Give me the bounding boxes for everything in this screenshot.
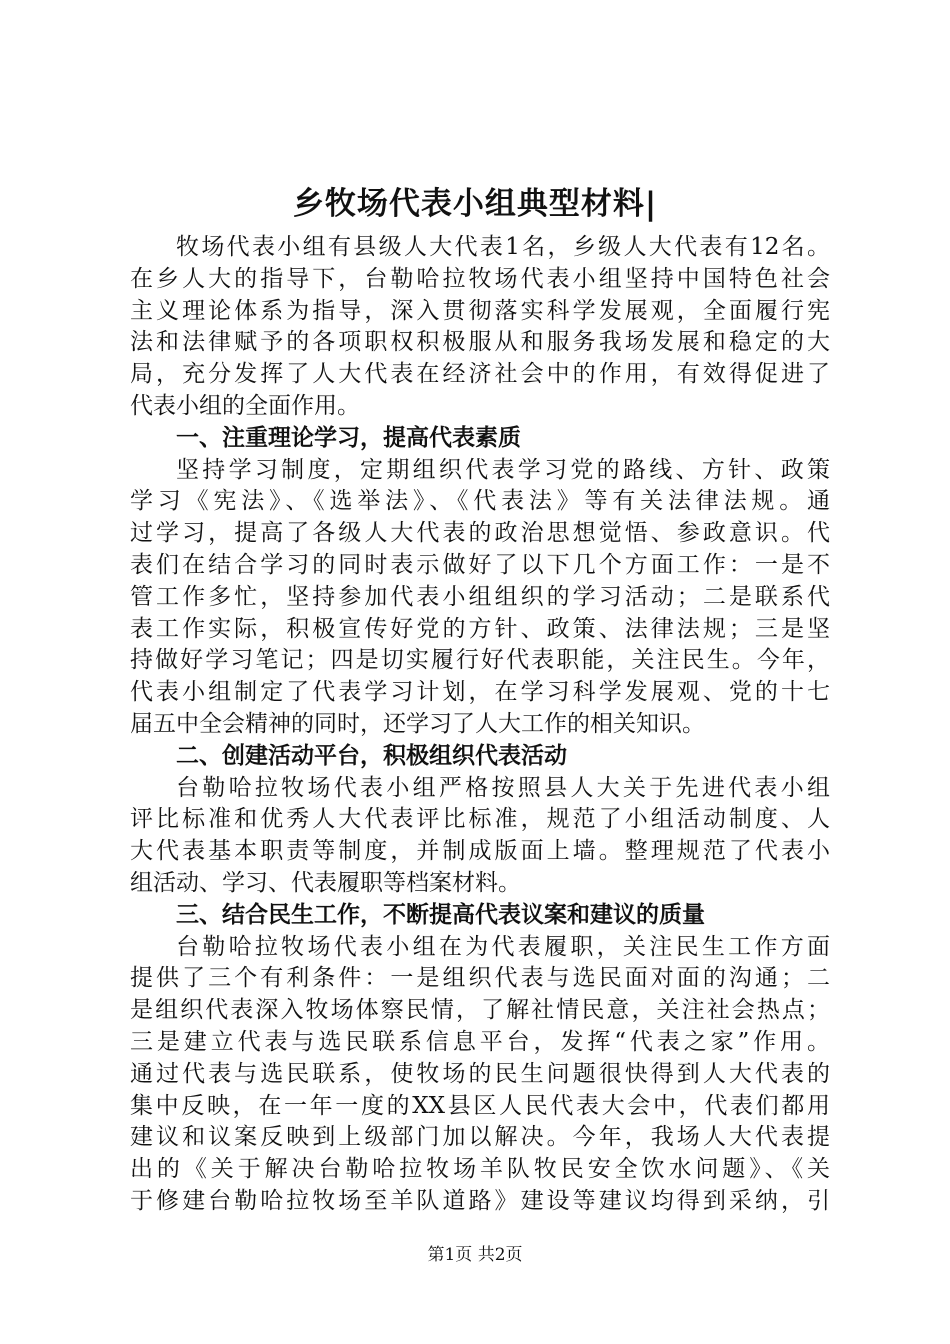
paragraph-1-line: 法和法律赋予的各项职权积极服从和服务我场发展和稳定的大	[130, 329, 830, 356]
paragraph-4-line: 通过代表与选民联系，使牧场的民生问题很快得到人大代表的	[130, 1060, 830, 1087]
document-body	[130, 232, 830, 1218]
paragraph-2-line: 管工作多忙，坚持参加代表小组组织的学习活动；二是联系代	[130, 583, 830, 610]
paragraph-4-line: 提供了三个有利条件：一是组织代表与选民面对面的沟通；二	[130, 965, 830, 992]
paragraph-3-line: 组活动、学习、代表履职等档案材料。	[130, 869, 521, 896]
paragraph-2-line: 表工作实际，积极宣传好党的方针、政策、法律法规；三是坚	[130, 615, 830, 642]
paragraph-3-line: 大代表基本职责等制度，并制成版面上墙。整理规范了代表小	[130, 838, 830, 865]
paragraph-2-line: 学习《宪法》、《选举法》、《代表法》等有关法律法规。通	[130, 488, 830, 515]
paragraph-1-line: 主义理论体系为指导，深入贯彻落实科学发展观，全面履行宪	[130, 297, 830, 324]
document-title: 乡牧场代表小组典型材料|	[292, 186, 658, 222]
paragraph-2-line: 坚持学习制度，定期组织代表学习党的路线、方针、政策	[176, 456, 830, 483]
section-heading-3: 三、结合民生工作，不断提高代表议案和建议的质量	[176, 901, 705, 928]
paragraph-4-line: 是组织代表深入牧场体察民情，了解社情民意，关注社会热点；	[130, 997, 830, 1024]
paragraph-2-line: 持做好学习笔记；四是切实履行好代表职能，关注民生。今年，	[130, 647, 830, 674]
paragraph-1-line: 代表小组的全面作用。	[130, 392, 360, 419]
paragraph-4-line: 于修建台勒哈拉牧场至羊队道路》建设等建议均得到采纳，引	[130, 1187, 830, 1214]
paragraph-2-line: 过学习，提高了各级人大代表的政治思想觉悟、参政意识。代	[130, 520, 830, 547]
paragraph-4-line: 出的《关于解决台勒哈拉牧场羊队牧民安全饮水问题》、《关	[130, 1156, 830, 1183]
paragraph-1-line: 牧场代表小组有县级人大代表1名，乡级人大代表有12名。	[176, 234, 830, 260]
paragraph-2-line: 表们在结合学习的同时表示做好了以下几个方面工作：一是不	[130, 551, 830, 578]
page-number-footer: 第1页 共2页	[427, 1245, 523, 1265]
paragraph-4-line: 台勒哈拉牧场代表小组在为代表履职，关注民生工作方面	[176, 933, 830, 960]
paragraph-4-line: 集中反映，在一年一度的XX县区人民代表大会中，代表们都用	[130, 1092, 830, 1119]
paragraph-4-line: 建议和议案反映到上级部门加以解决。今年，我场人大代表提	[130, 1124, 830, 1151]
section-heading-1: 一、注重理论学习，提高代表素质	[176, 424, 521, 451]
paragraph-4-line: 三是建立代表与选民联系信息平台，发挥“代表之家”作用。	[130, 1028, 830, 1055]
paragraph-1-line: 局，充分发挥了人大代表在经济社会中的作用，有效得促进了	[130, 361, 830, 388]
paragraph-3-line: 评比标准和优秀人大代表评比标准，规范了小组活动制度、人	[130, 806, 830, 833]
paragraph-2-line: 代表小组制定了代表学习计划，在学习科学发展观、党的十七	[130, 679, 830, 706]
paragraph-1-line: 在乡人大的指导下，台勒哈拉牧场代表小组坚持中国特色社会	[130, 265, 830, 292]
paragraph-2-line: 届五中全会精神的同时，还学习了人大工作的相关知识。	[130, 710, 705, 737]
section-heading-2: 二、创建活动平台，积极组织代表活动	[176, 742, 567, 769]
paragraph-3-line: 台勒哈拉牧场代表小组严格按照县人大关于先进代表小组	[176, 774, 830, 801]
